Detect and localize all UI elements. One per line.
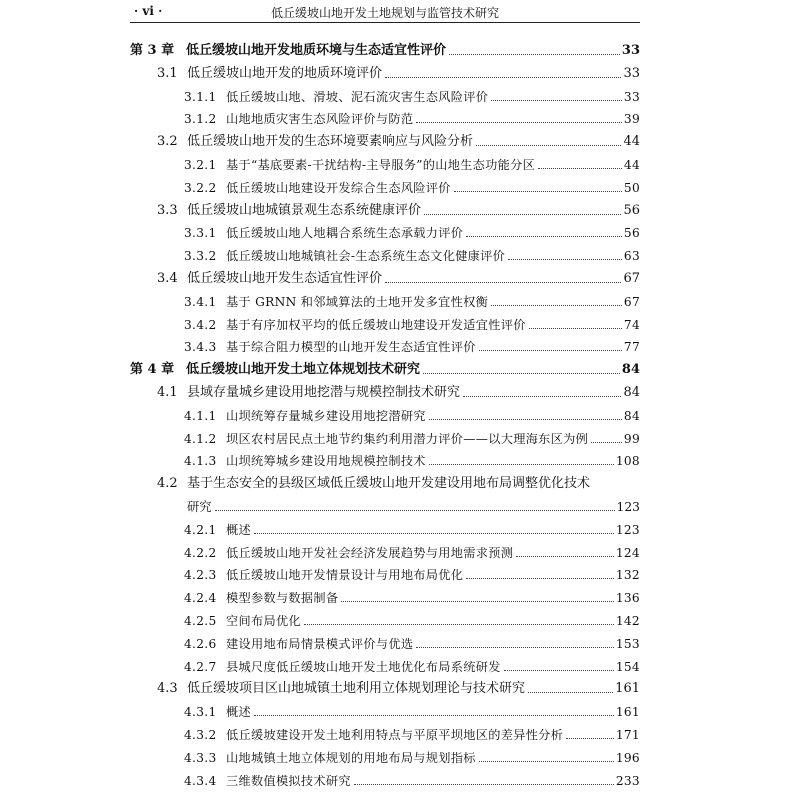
- toc-entry-page: 233: [615, 773, 640, 788]
- toc-entry-number: 4.2: [157, 476, 178, 492]
- toc-entry-title: 坝区农村居民点土地节约集约利用潜力评价——以大理海东区为例: [226, 431, 589, 446]
- toc-entry-number: 3.4.2: [184, 317, 217, 332]
- leader-dots: [449, 54, 620, 55]
- toc-entry-page: 77: [623, 340, 640, 355]
- toc-entry: [184, 539, 640, 561]
- toc-entry-title: 三维数值模拟技术研究: [226, 773, 351, 788]
- toc-entry-page: 196: [615, 750, 640, 765]
- toc-entry: [157, 675, 640, 697]
- toc-entry-page: 142: [615, 614, 640, 628]
- toc-entry-page: 123: [616, 500, 640, 514]
- toc-entry-page: 56: [623, 226, 640, 241]
- toc-entry-number: 4.1.2: [184, 431, 217, 446]
- toc-entry-title: 低丘缓坡山地开发情景设计与用地布局优化: [226, 568, 464, 583]
- toc-entry-title: 基于综合阻力模型的山地开发生态适宜性评价: [226, 340, 476, 355]
- toc-entry-number: 3.2.2: [184, 180, 217, 195]
- toc-entry: [157, 128, 640, 150]
- toc-entry-number: 3.4.1: [184, 294, 217, 309]
- toc-entry: [157, 379, 640, 401]
- toc-entry-title: 概述: [226, 705, 251, 720]
- toc-entry: [184, 607, 640, 629]
- toc-entry-number: 第 3 章: [130, 43, 175, 58]
- leader-dots: [491, 100, 622, 101]
- leader-dots: [479, 350, 622, 351]
- toc-entry-page: 44: [623, 134, 640, 150]
- toc-entry-number: 4.3: [157, 681, 178, 697]
- leader-dots: [463, 396, 621, 397]
- leader-dots: [254, 715, 614, 716]
- toc-entry-title: 空间布局优化: [226, 614, 301, 628]
- toc-entry: [187, 493, 640, 515]
- toc-entry: [184, 105, 640, 127]
- toc-entry: [184, 242, 640, 264]
- toc-entry-title: 低丘缓坡山地、滑坡、泥石流灾害生态风险评价: [226, 89, 489, 104]
- toc-entry-page: 124: [615, 545, 640, 560]
- leader-dots: [516, 556, 614, 557]
- leader-dots: [385, 77, 621, 78]
- leader-dots: [529, 328, 622, 329]
- toc-entry-number: 4.3.3: [184, 750, 217, 765]
- toc-entry-page: 99: [623, 431, 640, 446]
- toc-entry-number: 3.2: [157, 134, 178, 150]
- toc-entry-page: 123: [615, 522, 640, 537]
- toc-entry-title: 山地城镇土地立体规划的用地布局与规划指标: [226, 750, 476, 765]
- toc-entry-title: 基于有序加权平均的低丘缓坡山地建设开发适宜性评价: [226, 317, 526, 332]
- toc-entry: [184, 630, 640, 652]
- toc-entry-number: 3.3.2: [184, 249, 217, 264]
- leader-dots: [416, 122, 622, 123]
- toc-entry-page: 50: [623, 180, 640, 195]
- toc-entry-page: 33: [623, 65, 640, 81]
- toc-entry-page: 67: [623, 294, 640, 309]
- toc-entry-page: 84: [621, 362, 640, 378]
- leader-dots: [304, 624, 614, 625]
- toc-entry-title: 概述: [226, 522, 251, 537]
- toc-entry-page: 132: [615, 568, 640, 583]
- toc-entry-title: 低丘缓坡山地人地耦合系统生态承载力评价: [226, 226, 464, 241]
- toc-entry-page: 63: [623, 249, 640, 264]
- leader-dots: [454, 191, 622, 192]
- toc-entry-page: 108: [615, 454, 640, 469]
- toc-entry-number: 第 4 章: [130, 362, 175, 378]
- toc-entry-number: 4.2.7: [184, 659, 217, 674]
- toc-entry-title: 基于 GRNN 和邻域算法的土地开发多宜性权衡: [226, 294, 489, 309]
- toc-entry-number: 3.1.1: [184, 89, 217, 104]
- leader-dots: [538, 168, 622, 169]
- toc-entry-title: 基于“基底要素-干扰结构-主导服务”的山地生态功能分区: [226, 158, 536, 172]
- toc-entry: [157, 197, 640, 219]
- toc-entry: [184, 151, 640, 173]
- leader-dots: [466, 578, 614, 579]
- toc-entry-title: 低丘缓坡山地开发的生态环境要素响应与风险分析: [187, 134, 474, 150]
- toc-entry: [184, 288, 640, 310]
- toc-entry: [184, 402, 640, 424]
- toc-entry-page: 74: [623, 317, 640, 332]
- toc-entry-number: 4.3.4: [184, 773, 217, 788]
- toc-entry: [184, 311, 640, 333]
- toc-entry-number: 4.2.3: [184, 568, 217, 583]
- toc-entry-number: 3.3: [157, 202, 178, 218]
- toc-entry-number: 3.2.1: [184, 158, 217, 172]
- toc-entry-title: 低丘缓坡山地城镇景观生态系统健康评价: [187, 202, 422, 218]
- toc-entry: [184, 219, 640, 241]
- leader-dots: [354, 784, 614, 785]
- toc-entry: [157, 60, 640, 82]
- leader-dots: [476, 145, 621, 146]
- toc-entry: [184, 174, 640, 196]
- toc-entry-number: 4.2.2: [184, 545, 217, 560]
- toc-entry: [184, 447, 640, 469]
- toc-entry-number: 3.3.1: [184, 226, 217, 241]
- toc-entry-page: 33: [623, 89, 640, 104]
- toc-entry-title: 县域存量城乡建设用地挖潜与规模控制技术研究: [187, 385, 461, 400]
- toc-entry: [184, 698, 640, 720]
- toc-entry-number: 4.2.6: [184, 636, 217, 651]
- toc-entry: [184, 561, 640, 583]
- toc-entry-page: 39: [623, 112, 640, 127]
- toc-entry-page: 84: [623, 408, 640, 423]
- toc-entry-number: 3.1.2: [184, 112, 217, 127]
- toc-entry-title: 低丘缓坡山地建设开发综合生态风险评价: [226, 180, 451, 195]
- toc-entry-page: 84: [623, 385, 640, 400]
- leader-dots: [385, 282, 621, 283]
- toc-entry-title: 低丘缓坡山地开发地质环境与生态适宜性评价: [186, 43, 447, 58]
- toc-entry-page: 161: [615, 705, 640, 720]
- toc-entry-title: 低丘缓坡山地开发生态适宜性评价: [187, 271, 383, 286]
- toc-entry-page: 56: [623, 202, 640, 218]
- toc-entry-number: 4.1: [157, 385, 178, 400]
- leader-dots: [341, 601, 613, 602]
- toc-entry: [184, 767, 640, 789]
- leader-dots: [429, 464, 614, 465]
- toc-entry-title: 山坝统筹城乡建设用地规模控制技术: [226, 454, 426, 469]
- toc-entry-number: 4.1.1: [184, 408, 217, 423]
- toc-entry-title: 低丘缓坡建设开发土地利用特点与平原平坝地区的差异性分析: [226, 728, 564, 742]
- leader-dots: [423, 373, 620, 374]
- toc-entry: [184, 425, 640, 447]
- toc-entry: [184, 333, 640, 355]
- page-number: · vi ·: [134, 4, 163, 18]
- toc-entry-title: 县城尺度低丘缓坡山地开发土地优化布局系统研发: [226, 659, 501, 674]
- toc-entry: [157, 470, 640, 492]
- toc-entry: [157, 265, 640, 287]
- toc-entry-number: 4.2.5: [184, 614, 217, 628]
- toc-entry-title: 低丘缓坡山地开发的地质环境评价: [187, 65, 383, 81]
- toc-entry-title: 山坝统筹存量城乡建设用地挖潜研究: [226, 408, 426, 423]
- leader-dots: [504, 670, 614, 671]
- toc-entry-number: 4.2.4: [184, 591, 217, 606]
- toc-entry-title: 低丘缓坡项目区山地城镇土地利用立体规划理论与技术研究: [187, 681, 526, 697]
- leader-dots: [591, 442, 622, 443]
- toc-entry-page: 154: [615, 659, 640, 674]
- leader-dots: [528, 692, 613, 693]
- leader-dots: [479, 761, 614, 762]
- book-title: 低丘缓坡山地开发土地规划与监管技术研究: [270, 6, 499, 20]
- toc-entry-title: 山地地质灾害生态风险评价与防范: [226, 112, 414, 127]
- toc-entry-number: 3.4: [157, 271, 178, 286]
- toc-entry-page: 153: [615, 636, 640, 651]
- toc-entry-title: 建设用地布局情景模式评价与优选: [226, 636, 414, 651]
- leader-dots: [466, 236, 622, 237]
- toc-entry: [130, 37, 640, 59]
- toc-entry-title: 研究: [187, 500, 212, 514]
- toc-entry-page: 67: [623, 271, 640, 286]
- running-header: [130, 0, 640, 23]
- toc-entry-page: 44: [623, 158, 640, 172]
- leader-dots: [491, 305, 622, 306]
- toc-entry-page: 171: [615, 728, 640, 742]
- leader-dots: [254, 533, 614, 534]
- toc-entry-title: 低丘缓坡山地开发土地立体规划技术研究: [186, 362, 421, 378]
- toc-entry-title: 低丘缓坡山地城镇社会-生态系统生态文化健康评价: [226, 249, 506, 264]
- toc-entry-title: 基于生态安全的县级区域低丘缓坡山地开发建设用地布局调整优化技术: [187, 476, 591, 492]
- toc-entry-page: 136: [615, 591, 640, 606]
- toc-entry: [130, 356, 640, 378]
- leader-dots: [429, 419, 622, 420]
- toc-entry-number: 4.2.1: [184, 522, 217, 537]
- toc-entry: [184, 83, 640, 105]
- toc-entry: [184, 744, 640, 766]
- toc-entry-title: 低丘缓坡山地开发社会经济发展趋势与用地需求预测: [226, 545, 514, 560]
- leader-dots: [424, 214, 621, 215]
- toc-entry-number: 3.1: [157, 65, 178, 81]
- toc-entry-number: 4.1.3: [184, 454, 217, 469]
- toc-entry-number: 3.4.3: [184, 340, 217, 355]
- leader-dots: [215, 510, 615, 511]
- toc-entry-number: 4.3.2: [184, 728, 217, 742]
- toc-entry-title: 模型参数与数据制备: [226, 591, 339, 606]
- toc-entry: [184, 516, 640, 538]
- toc-entry-page: 161: [615, 681, 640, 697]
- toc-entry-page: 33: [621, 43, 640, 58]
- toc-entry: [184, 721, 640, 743]
- leader-dots: [566, 738, 614, 739]
- leader-dots: [508, 259, 622, 260]
- leader-dots: [416, 647, 614, 648]
- toc-entry-number: 4.3.1: [184, 705, 217, 720]
- toc-entry: [184, 584, 640, 606]
- toc-entry: [184, 653, 640, 675]
